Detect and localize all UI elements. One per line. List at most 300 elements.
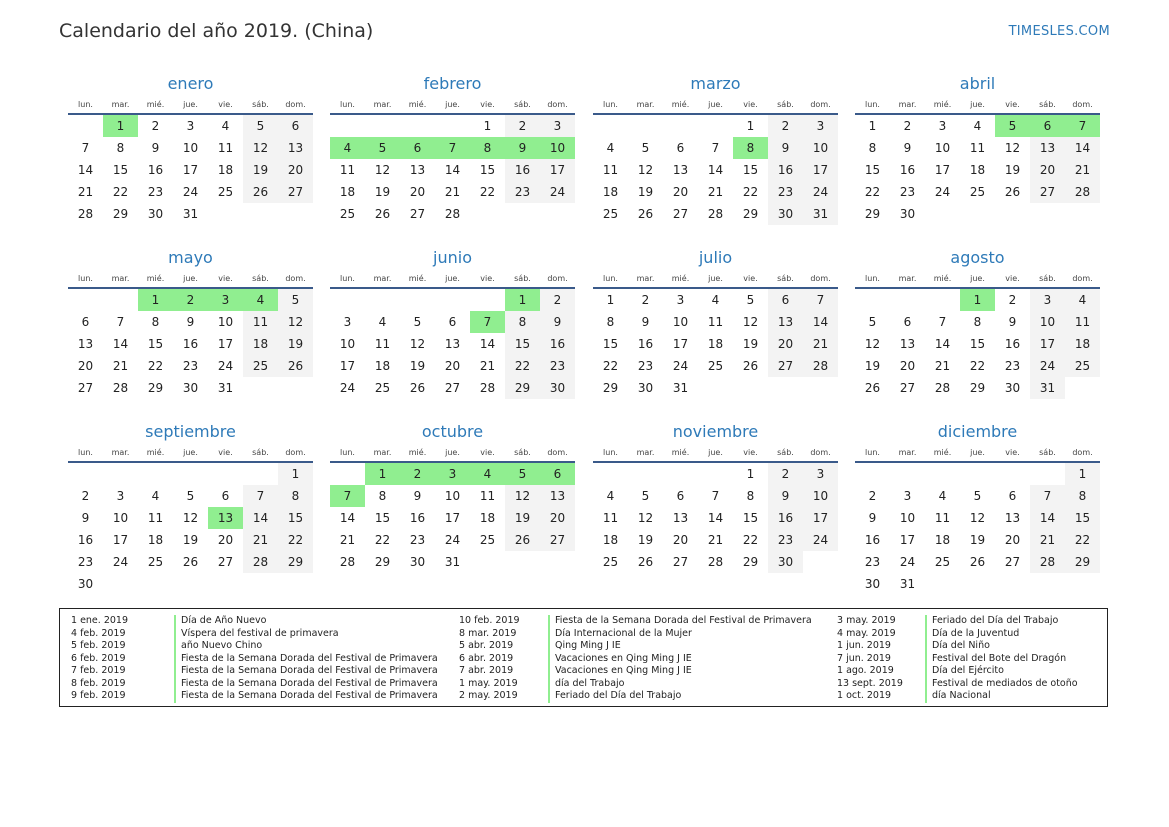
day-cell: 15	[374, 511, 391, 525]
day-cell: 12	[742, 315, 759, 329]
holiday-day-cell: 1	[960, 288, 995, 311]
holiday-name: Día Internacional de la Mujer	[548, 628, 692, 641]
day-cell: 26	[742, 359, 759, 373]
day-cell: 18	[339, 185, 356, 199]
day-cell: 19	[278, 333, 313, 355]
empty-day-cell	[1065, 203, 1100, 225]
empty-day-cell	[138, 573, 173, 595]
day-cell: 18	[479, 511, 496, 525]
holiday-day-cell: 5	[365, 137, 400, 159]
day-cell: 15	[602, 337, 619, 351]
day-cell: 26	[969, 555, 986, 569]
weekday-header: mié.	[138, 444, 173, 462]
day-cell: 2	[768, 114, 803, 137]
empty-day-cell	[663, 114, 698, 137]
day-cell: 1	[746, 467, 755, 481]
day-cell: 26	[505, 529, 540, 551]
holiday-day-cell: 1	[103, 114, 138, 137]
day-cell: 17	[540, 159, 575, 181]
day-cell: 20	[1030, 159, 1065, 181]
day-cell: 7	[711, 489, 720, 503]
weekday-header: mié.	[925, 444, 960, 462]
day-cell: 10	[339, 337, 356, 351]
empty-day-cell	[960, 462, 995, 485]
month-name: mayo	[168, 248, 213, 267]
day-cell: 19	[182, 533, 199, 547]
day-cell: 14	[479, 337, 496, 351]
day-cell: 11	[934, 511, 951, 525]
day-cell: 11	[479, 489, 496, 503]
day-cell: 8	[1065, 485, 1100, 507]
day-cell: 10	[672, 315, 689, 329]
weekday-header: vie.	[733, 96, 768, 114]
day-cell: 18	[1065, 333, 1100, 355]
weekday-header: sáb.	[768, 270, 803, 288]
day-cell: 10	[217, 315, 234, 329]
empty-day-cell	[890, 462, 925, 485]
day-cell: 12	[182, 511, 199, 525]
day-cell: 2	[868, 489, 877, 503]
day-cell: 5	[278, 288, 313, 311]
weekday-header: lun.	[68, 444, 103, 462]
day-cell: 24	[803, 529, 838, 551]
month-table	[68, 270, 313, 399]
day-cell: 21	[1030, 529, 1065, 551]
day-cell: 11	[339, 163, 356, 177]
day-cell: 20	[672, 185, 689, 199]
holiday-day-cell: 6	[400, 137, 435, 159]
day-cell: 24	[934, 185, 951, 199]
weekday-header: jue.	[960, 96, 995, 114]
day-cell: 20	[217, 533, 234, 547]
day-cell: 8	[746, 489, 755, 503]
holiday-day-cell: 4	[330, 137, 365, 159]
holiday-name: Fiesta de la Semana Dorada del Festival de Primavera	[174, 665, 438, 678]
day-cell: 23	[505, 181, 540, 203]
day-cell: 28	[112, 381, 129, 395]
holiday-day-cell: 1	[365, 462, 400, 485]
empty-day-cell	[505, 203, 540, 225]
day-cell: 11	[602, 163, 619, 177]
day-cell: 17	[112, 533, 129, 547]
day-cell: 25	[217, 185, 234, 199]
holiday-day-cell: 2	[400, 462, 435, 485]
day-cell: 8	[116, 141, 125, 155]
day-cell: 9	[868, 511, 877, 525]
holiday-date: 8 feb. 2019	[71, 677, 126, 689]
empty-day-cell	[173, 573, 208, 595]
weekday-header: lun.	[68, 270, 103, 288]
day-cell: 3	[540, 114, 575, 137]
day-cell: 2	[1008, 293, 1017, 307]
day-cell: 28	[934, 381, 951, 395]
day-cell: 1	[606, 293, 615, 307]
weekday-header: mié.	[663, 96, 698, 114]
empty-day-cell	[995, 573, 1030, 595]
month-agosto	[855, 246, 1100, 399]
day-cell: 29	[1065, 551, 1100, 573]
weekday-header: vie.	[995, 270, 1030, 288]
day-cell: 23	[768, 529, 803, 551]
day-cell: 13	[1030, 137, 1065, 159]
holiday-day-cell: 8	[470, 137, 505, 159]
day-cell: 2	[540, 288, 575, 311]
weekday-header: vie.	[470, 96, 505, 114]
day-cell: 25	[707, 359, 724, 373]
day-cell: 5	[186, 489, 195, 503]
day-cell: 28	[339, 555, 356, 569]
empty-day-cell	[803, 377, 838, 399]
day-cell: 15	[742, 511, 759, 525]
day-cell: 1	[278, 462, 313, 485]
empty-day-cell	[400, 114, 435, 137]
day-cell: 7	[938, 315, 947, 329]
day-cell: 27	[217, 555, 234, 569]
day-cell: 28	[479, 381, 496, 395]
holiday-date: 7 jun. 2019	[837, 652, 891, 664]
day-cell: 12	[864, 337, 881, 351]
weekday-header: sáb.	[243, 444, 278, 462]
day-cell: 17	[339, 359, 356, 373]
day-cell: 30	[864, 577, 881, 591]
day-cell: 21	[339, 533, 356, 547]
day-cell: 26	[243, 181, 278, 203]
day-cell: 23	[147, 185, 164, 199]
holiday-date: 13 sept. 2019	[837, 677, 903, 689]
day-cell: 26	[637, 555, 654, 569]
empty-day-cell	[68, 288, 103, 311]
day-cell: 6	[676, 489, 685, 503]
day-cell: 13	[672, 511, 689, 525]
day-cell: 23	[540, 355, 575, 377]
weekday-header: mié.	[925, 96, 960, 114]
page-title: Calendario del año 2019. (China)	[59, 20, 374, 42]
holiday-list	[59, 608, 1108, 707]
day-cell: 10	[899, 511, 916, 525]
day-cell: 25	[339, 207, 356, 221]
month-table	[593, 444, 838, 573]
empty-day-cell	[1065, 377, 1100, 399]
day-cell: 18	[602, 533, 619, 547]
day-cell: 4	[151, 489, 160, 503]
empty-day-cell	[540, 203, 575, 225]
day-cell: 12	[409, 337, 426, 351]
day-cell: 16	[637, 337, 654, 351]
day-cell: 23	[1004, 359, 1021, 373]
day-cell: 23	[899, 185, 916, 199]
day-cell: 25	[969, 185, 986, 199]
day-cell: 9	[186, 315, 195, 329]
day-cell: 10	[444, 489, 461, 503]
day-cell: 15	[278, 507, 313, 529]
empty-day-cell	[208, 573, 243, 595]
day-cell: 1	[483, 119, 492, 133]
month-name: enero	[167, 74, 214, 93]
weekday-header: sáb.	[505, 270, 540, 288]
day-cell: 21	[444, 185, 461, 199]
empty-day-cell	[803, 551, 838, 573]
month-table	[68, 444, 313, 595]
weekday-header: jue.	[960, 270, 995, 288]
day-cell: 19	[409, 359, 426, 373]
day-cell: 23	[768, 181, 803, 203]
weekday-header: mié.	[663, 270, 698, 288]
month-marzo	[593, 72, 838, 225]
empty-day-cell	[243, 462, 278, 485]
empty-day-cell	[330, 288, 365, 311]
day-cell: 27	[672, 207, 689, 221]
day-cell: 18	[243, 333, 278, 355]
empty-day-cell	[68, 462, 103, 485]
holiday-date: 1 ene. 2019	[71, 615, 128, 626]
holiday-day-cell: 13	[208, 507, 243, 529]
day-cell: 28	[707, 555, 724, 569]
day-cell: 27	[672, 555, 689, 569]
month-table	[330, 96, 575, 225]
day-cell: 17	[899, 533, 916, 547]
holiday-name: Víspera del festival de primavera	[174, 628, 339, 641]
weekday-header: mar.	[890, 96, 925, 114]
day-cell: 25	[147, 555, 164, 569]
day-cell: 14	[112, 337, 129, 351]
empty-day-cell	[243, 203, 278, 225]
day-cell: 3	[938, 119, 947, 133]
weekday-header: sáb.	[1030, 270, 1065, 288]
empty-day-cell	[1030, 573, 1065, 595]
weekday-header: mié.	[138, 270, 173, 288]
weekday-header: lun.	[593, 96, 628, 114]
day-cell: 10	[803, 485, 838, 507]
day-cell: 6	[221, 489, 230, 503]
day-cell: 22	[112, 185, 129, 199]
holiday-name: Día de la Juventud	[925, 628, 1019, 641]
holiday-date: 4 may. 2019	[837, 627, 896, 639]
day-cell: 29	[112, 207, 129, 221]
day-cell: 24	[444, 533, 461, 547]
month-name: octubre	[421, 422, 484, 441]
day-cell: 10	[182, 141, 199, 155]
empty-day-cell	[470, 203, 505, 225]
day-cell: 23	[182, 359, 199, 373]
day-cell: 23	[77, 555, 94, 569]
empty-day-cell	[628, 114, 663, 137]
day-cell: 22	[742, 185, 759, 199]
day-cell: 8	[505, 311, 540, 333]
day-cell: 26	[182, 555, 199, 569]
holiday-date: 6 abr. 2019	[459, 652, 514, 664]
day-cell: 24	[1030, 355, 1065, 377]
day-cell: 9	[540, 311, 575, 333]
day-cell: 26	[864, 381, 881, 395]
holiday-date: 7 abr. 2019	[459, 665, 514, 676]
empty-day-cell	[698, 114, 733, 137]
holiday-date: 1 may. 2019	[459, 677, 518, 689]
day-cell: 11	[217, 141, 234, 155]
empty-day-cell	[925, 573, 960, 595]
holiday-date: 1 jun. 2019	[837, 640, 891, 651]
day-cell: 30	[768, 551, 803, 573]
empty-day-cell	[103, 462, 138, 485]
day-cell: 13	[77, 337, 94, 351]
day-cell: 22	[1065, 529, 1100, 551]
day-cell: 16	[540, 333, 575, 355]
day-cell: 8	[868, 141, 877, 155]
day-cell: 6	[903, 315, 912, 329]
day-cell: 27	[768, 355, 803, 377]
day-cell: 17	[672, 337, 689, 351]
day-cell: 20	[672, 533, 689, 547]
holiday-name: Vacaciones en Qing Ming J IE	[548, 665, 692, 678]
day-cell: 9	[641, 315, 650, 329]
day-cell: 11	[602, 511, 619, 525]
day-cell: 30	[77, 577, 94, 591]
day-cell: 28	[1030, 551, 1065, 573]
month-octubre	[330, 420, 575, 573]
holiday-day-cell: 2	[173, 288, 208, 311]
month-diciembre	[855, 420, 1100, 595]
empty-day-cell	[663, 462, 698, 485]
day-cell: 22	[864, 185, 881, 199]
empty-day-cell	[593, 114, 628, 137]
day-cell: 21	[1065, 159, 1100, 181]
weekday-header: vie.	[733, 444, 768, 462]
day-cell: 7	[81, 141, 90, 155]
day-cell: 15	[969, 337, 986, 351]
day-cell: 15	[479, 163, 496, 177]
weekday-header: lun.	[593, 270, 628, 288]
empty-day-cell	[698, 377, 733, 399]
day-cell: 5	[641, 489, 650, 503]
day-cell: 13	[899, 337, 916, 351]
holiday-name: Feriado del Día del Trabajo	[925, 615, 1058, 628]
empty-day-cell	[138, 462, 173, 485]
day-cell: 9	[1008, 315, 1017, 329]
weekday-header: dom.	[1065, 96, 1100, 114]
day-cell: 15	[112, 163, 129, 177]
day-cell: 15	[505, 333, 540, 355]
weekday-header: mar.	[103, 444, 138, 462]
day-cell: 26	[278, 355, 313, 377]
day-cell: 2	[151, 119, 160, 133]
day-cell: 6	[278, 114, 313, 137]
day-cell: 27	[77, 381, 94, 395]
empty-day-cell	[593, 462, 628, 485]
empty-day-cell	[278, 203, 313, 225]
weekday-header: dom.	[540, 96, 575, 114]
holiday-date: 6 feb. 2019	[71, 652, 126, 664]
day-cell: 19	[243, 159, 278, 181]
day-cell: 11	[243, 311, 278, 333]
holiday-name: día Nacional	[925, 690, 991, 703]
day-cell: 22	[505, 355, 540, 377]
holiday-name: Festival del Bote del Dragón	[925, 653, 1066, 666]
day-cell: 24	[803, 181, 838, 203]
holiday-day-cell: 5	[995, 114, 1030, 137]
day-cell: 2	[641, 293, 650, 307]
weekday-header: mié.	[925, 270, 960, 288]
day-cell: 20	[768, 333, 803, 355]
day-cell: 16	[864, 533, 881, 547]
weekday-header: sáb.	[768, 96, 803, 114]
weekday-header: jue.	[698, 270, 733, 288]
day-cell: 27	[444, 381, 461, 395]
month-julio	[593, 246, 838, 399]
weekday-header: mar.	[365, 96, 400, 114]
day-cell: 22	[602, 359, 619, 373]
day-cell: 3	[116, 489, 125, 503]
day-cell: 30	[637, 381, 654, 395]
empty-day-cell	[208, 203, 243, 225]
empty-day-cell	[243, 573, 278, 595]
holiday-name: Día del Ejército	[925, 665, 1004, 678]
day-cell: 18	[147, 533, 164, 547]
day-cell: 26	[1004, 185, 1021, 199]
day-cell: 24	[112, 555, 129, 569]
empty-day-cell	[925, 462, 960, 485]
weekday-header: dom.	[803, 270, 838, 288]
month-mayo	[68, 246, 313, 399]
weekday-header: mié.	[138, 96, 173, 114]
day-cell: 27	[540, 529, 575, 551]
empty-day-cell	[470, 288, 505, 311]
weekday-header: mar.	[890, 270, 925, 288]
month-table	[593, 96, 838, 225]
day-cell: 11	[1065, 311, 1100, 333]
empty-day-cell	[960, 203, 995, 225]
weekday-header: sáb.	[243, 96, 278, 114]
day-cell: 9	[413, 489, 422, 503]
empty-day-cell	[1030, 462, 1065, 485]
day-cell: 22	[374, 533, 391, 547]
day-cell: 5	[413, 315, 422, 329]
empty-day-cell	[365, 114, 400, 137]
empty-day-cell	[628, 462, 663, 485]
day-cell: 19	[374, 185, 391, 199]
day-cell: 15	[742, 163, 759, 177]
empty-day-cell	[365, 288, 400, 311]
weekday-header: dom.	[540, 270, 575, 288]
day-cell: 29	[147, 381, 164, 395]
brand-link[interactable]: TIMESLES.COM	[1008, 24, 1110, 39]
day-cell: 4	[1065, 288, 1100, 311]
empty-day-cell	[960, 573, 995, 595]
empty-day-cell	[995, 203, 1030, 225]
holiday-day-cell: 6	[540, 462, 575, 485]
day-cell: 26	[409, 381, 426, 395]
weekday-header: sáb.	[1030, 444, 1065, 462]
day-cell: 25	[602, 555, 619, 569]
weekday-header: sáb.	[768, 444, 803, 462]
weekday-header: vie.	[208, 444, 243, 462]
empty-day-cell	[278, 377, 313, 399]
weekday-header: lun.	[330, 270, 365, 288]
day-cell: 11	[147, 511, 164, 525]
day-cell: 23	[864, 555, 881, 569]
empty-day-cell	[505, 551, 540, 573]
day-cell: 30	[768, 203, 803, 225]
day-cell: 19	[864, 359, 881, 373]
empty-day-cell	[995, 462, 1030, 485]
day-cell: 25	[1065, 355, 1100, 377]
month-junio	[330, 246, 575, 399]
weekday-header: vie.	[995, 444, 1030, 462]
day-cell: 20	[540, 507, 575, 529]
day-cell: 22	[278, 529, 313, 551]
day-cell: 30	[409, 555, 426, 569]
holiday-day-cell: 4	[470, 462, 505, 485]
holiday-day-cell: 8	[733, 137, 768, 159]
weekday-header: jue.	[173, 444, 208, 462]
